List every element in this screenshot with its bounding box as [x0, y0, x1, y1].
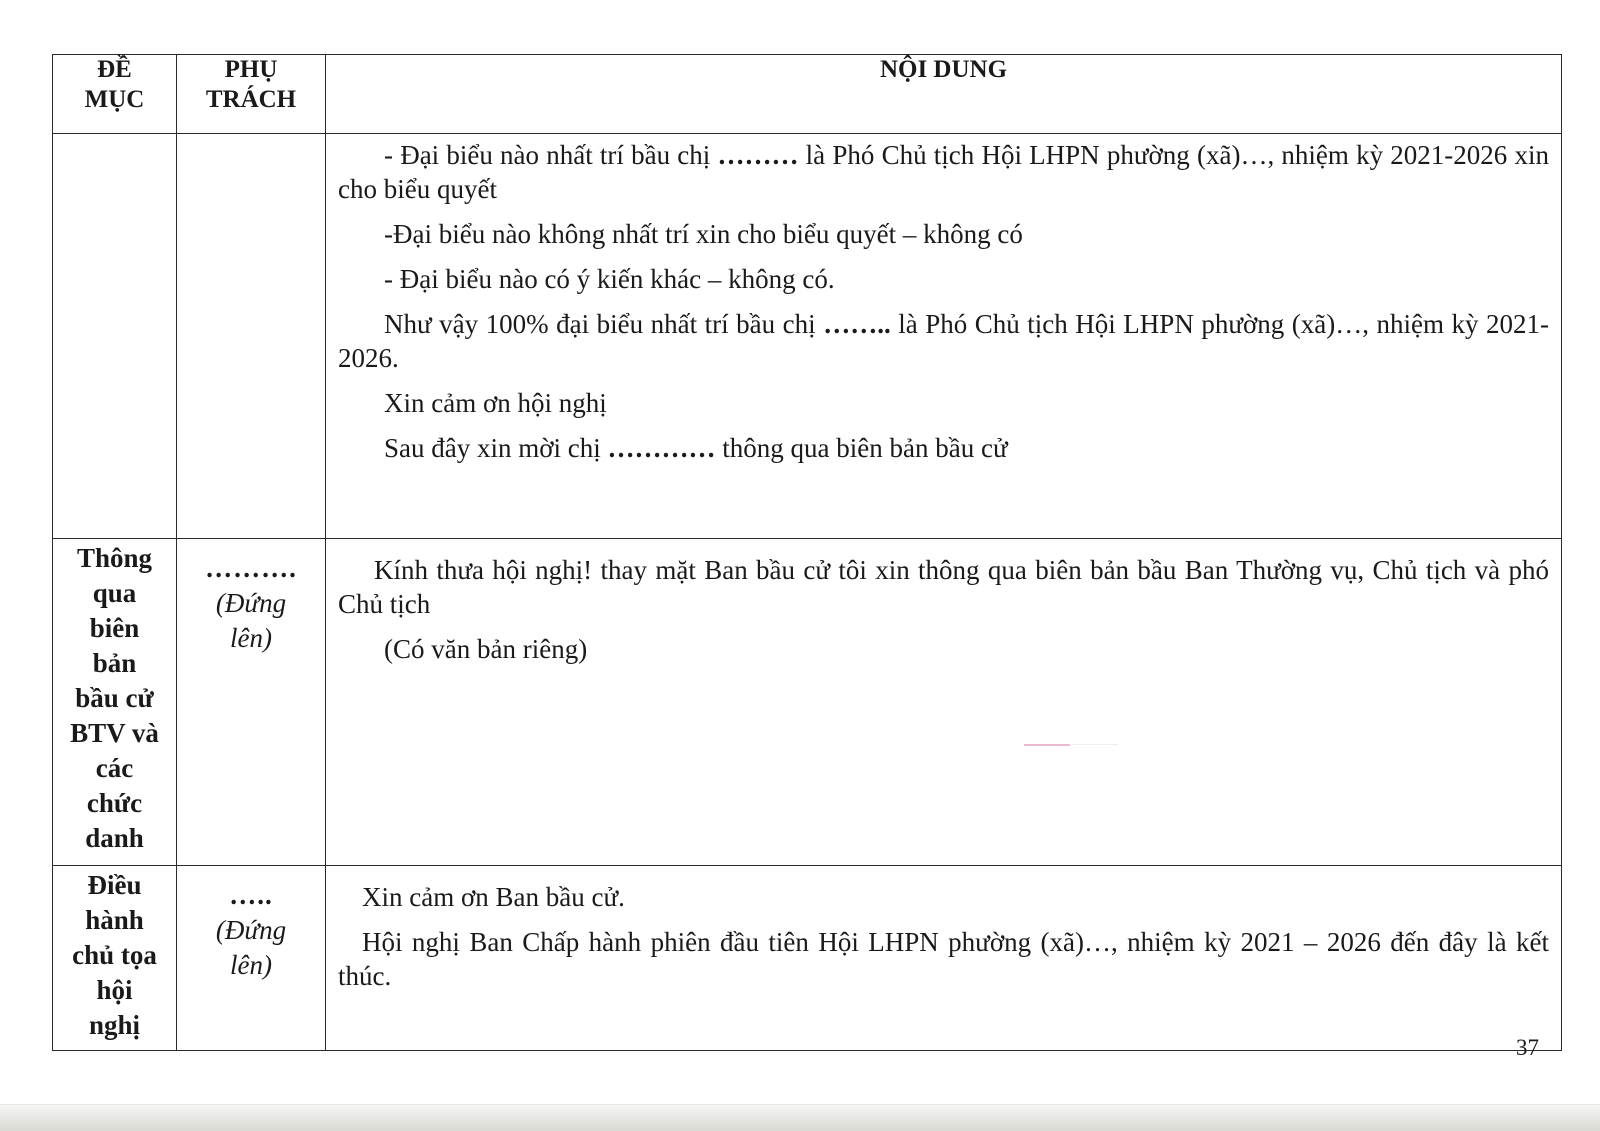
header-heading-line2: MỤC [84, 86, 145, 113]
header-content: NỘI DUNG [326, 55, 1562, 134]
content-paragraph: Xin cảm ơn Ban bầu cử. [362, 882, 625, 912]
heading-line: Thông [76, 543, 153, 573]
content-text: là Phó Chủ tịch Hội LHPN phường (xã)…, nhiệm kỳ 2021-2026 xin cho biểu quyết [338, 140, 1549, 204]
responsible-dots: ………. [205, 553, 297, 583]
blank-dots: ……… [717, 140, 799, 170]
table-row [53, 539, 1562, 866]
content-paragraph [338, 307, 1549, 375]
content-paragraph [338, 138, 1549, 206]
content-paragraph: Kính thưa hội nghị! thay mặt Ban bầu cử tôi xin thông qua biên bản bầu Ban Thường vụ, Chủ tịch và phó Chủ tịch [338, 555, 1549, 619]
row-heading-cell [53, 866, 177, 1051]
blank-dots: …….. [823, 309, 891, 339]
agenda-table [52, 54, 1562, 1051]
content-text: thông qua biên bản bầu cử [715, 433, 1008, 463]
heading-line: BTV và [70, 718, 159, 748]
content-paragraph: Xin cảm ơn hội nghị [384, 388, 607, 418]
blank-dots: ………… [607, 433, 716, 463]
heading-line: danh [85, 823, 144, 853]
heading-line: chủ tọa [72, 940, 157, 970]
header-heading [53, 55, 177, 134]
content-paragraph: - Đại biểu nào có ý kiến khác – không có. [384, 264, 835, 294]
row-heading-cell [53, 539, 177, 866]
heading-line: qua [92, 578, 137, 608]
responsible-note: (Đứng [215, 915, 287, 945]
content-text: Sau đây xin mời chị [384, 433, 608, 463]
row-responsible-cell [177, 866, 326, 1051]
header-responsible-line2: TRÁCH [205, 86, 297, 113]
responsible-note: (Đứng [215, 588, 287, 618]
row-content-cell [326, 539, 1562, 866]
heading-line: Điều [87, 870, 142, 900]
row-responsible-cell [177, 134, 326, 539]
content-paragraph [338, 431, 1549, 465]
content-text: là Phó Chủ tịch Hội LHPN phường (xã)…, nhiệm kỳ 2021-2026. [338, 309, 1550, 373]
table-row [53, 134, 1562, 539]
heading-line: các [95, 753, 134, 783]
scan-artifact-mark [1072, 744, 1118, 745]
content-paragraph: (Có văn bản riêng) [384, 634, 588, 664]
row-content-cell [326, 134, 1562, 539]
content-text: Như vậy 100% đại biểu nhất trí bầu chị [384, 309, 824, 339]
heading-line: bản [92, 648, 137, 678]
table-row [53, 866, 1562, 1051]
page-number: 37 [1516, 1035, 1539, 1060]
heading-line: bầu cử [75, 683, 154, 713]
heading-line: hành [85, 905, 144, 935]
scan-artifact-mark [1024, 744, 1070, 746]
content-paragraph: -Đại biểu nào không nhất trí xin cho biểu quyết – không có [384, 219, 1023, 249]
heading-line: nghị [88, 1010, 141, 1040]
heading-line: biên [89, 613, 140, 643]
responsible-note: lên) [230, 950, 272, 980]
header-responsible-line1: PHỤ [224, 56, 278, 83]
content-text: - Đại biểu nào nhất trí bầu chị [384, 140, 718, 170]
scanner-page-edge [0, 1105, 1600, 1131]
responsible-note: lên) [230, 623, 272, 653]
heading-line: chức [86, 788, 143, 818]
header-responsible [177, 55, 326, 134]
header-heading-line1: ĐỀ [97, 56, 132, 83]
header-row [53, 55, 1562, 134]
responsible-dots: ….. [229, 880, 273, 910]
heading-line: hội [96, 975, 133, 1005]
content-paragraph: Hội nghị Ban Chấp hành phiên đầu tiên Hội LHPN phường (xã)…, nhiệm kỳ 2021 – 2026 đến đây là kết thúc. [338, 927, 1549, 991]
row-responsible-cell [177, 539, 326, 866]
row-heading-cell [53, 134, 177, 539]
row-content-cell [326, 866, 1562, 1051]
